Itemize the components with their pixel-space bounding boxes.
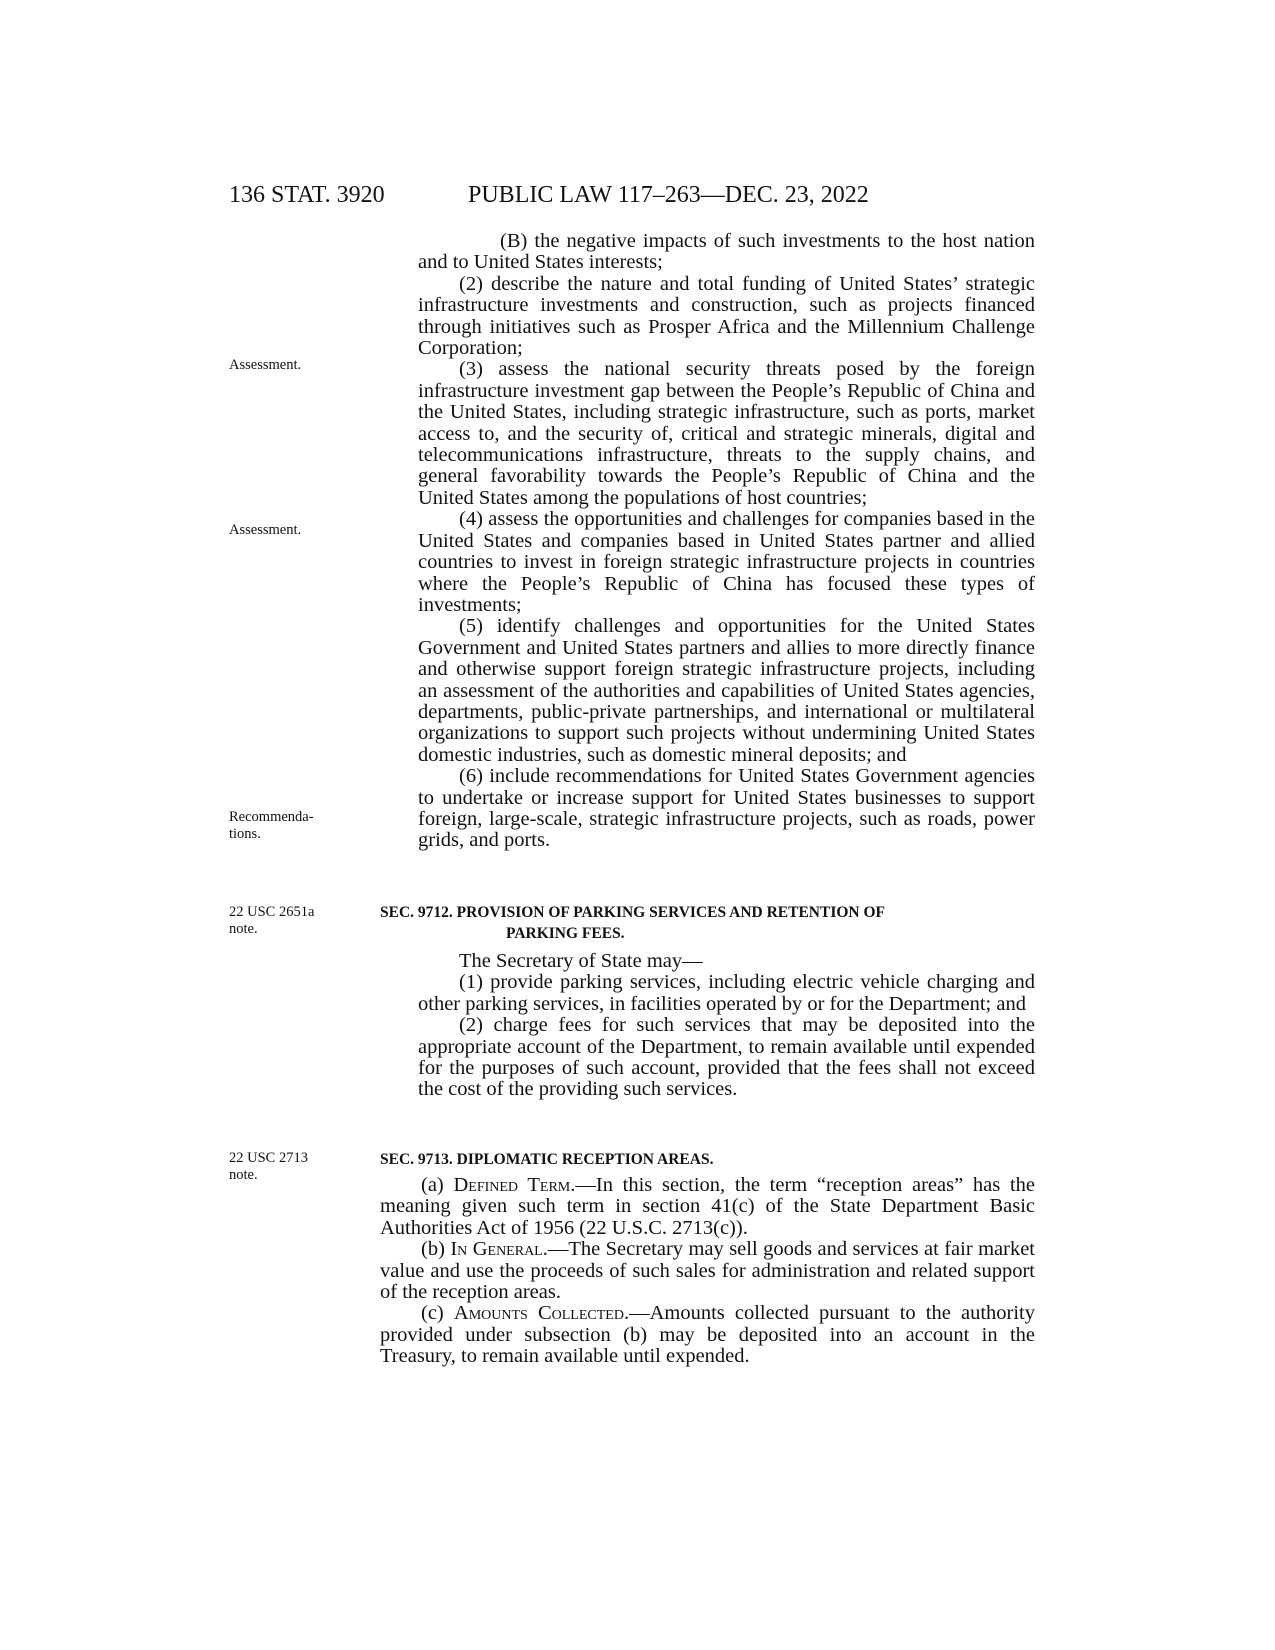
paragraph-b: (B) the negative impacts of such investments to the host nation and to United States interests; [418, 230, 1035, 274]
paragraph-2: (2) describe the nature and total funding of United States’ strategic infrastructure investments and construction, such as projects financed through initiatives such as Prosper Africa and the Millennium Challenge Corporation; [418, 272, 1035, 360]
section-9712-heading [380, 902, 1035, 944]
continuation-paragraphs [418, 231, 1035, 852]
margin-note-line: note. [229, 921, 258, 937]
margin-note-line: 22 USC 2651a [229, 904, 315, 920]
margin-note-22-usc-2713 [229, 1150, 339, 1184]
subsection-caption: In General [450, 1238, 543, 1261]
subsection-b [380, 1239, 1035, 1303]
paragraph-6: (6) include recommendations for United States Government agencies to undertake or increase support for United States businesses to support foreign, large-scale, strategic infrastructure projects, such as roads, power grids, and ports. [418, 765, 1035, 852]
margin-note-22-usc-2651a [229, 904, 339, 938]
margin-note-recommendations [229, 809, 339, 843]
section-9712-body [418, 951, 1035, 1101]
subsection-a [380, 1175, 1035, 1239]
section-9712-paragraph-1: (1) provide parking services, including electric vehicle charging and other parking services, in facilities operated by or for the Department; and [418, 971, 1035, 1015]
section-9712-intro: The Secretary of State may— [459, 950, 703, 972]
page-stat-number: 136 STAT. 3920 [229, 182, 385, 208]
margin-note-assessment-2: Assessment. [229, 522, 302, 538]
section-9713-heading: SEC. 9713. DIPLOMATIC RECEPTION AREAS. [380, 1151, 714, 1168]
subsection-text: .—In this section, the term “reception areas” has the meaning given such term in section 41(c) of the State Department Basic Authorities Act of 1956 (22 U.S.C. 2713(c)). [380, 1174, 1035, 1239]
margin-note-line: tions. [229, 826, 261, 842]
page-header-title: PUBLIC LAW 117–263—DEC. 23, 2022 [468, 182, 869, 208]
subsection-text: .—Amounts collected pursuant to the authority provided under subsection (b) may be deposited into an account in the Treasury, to remain available until expended. [380, 1302, 1035, 1368]
margin-note-line: note. [229, 1167, 258, 1183]
paragraph-3: (3) assess the national security threats posed by the foreign infrastructure investment gap between the People’s Republic of China and the United States, including strategic infrastructure, such as ports, market access to, and the security of, critical and strategic minerals, digital and telecommunications infrastructure, threats to the supply chains, and general favorability towards the People’s Republic of China and the United States among the populations of host countries; [418, 358, 1035, 509]
subsection-caption: Defined Term [453, 1174, 571, 1196]
subsection-label: (a) [421, 1174, 454, 1196]
subsection-c [380, 1303, 1035, 1367]
section-9713-body [380, 1175, 1035, 1368]
paragraph-5: (5) identify challenges and opportunities for the United States Government and United States partners and allies to more directly finance and otherwise support foreign strategic infrastructure projects, including an assessment of the authorities and capabilities of United States agencies, departments, public-private partnerships, and international or multilateral organizations to support such projects without undermining United States domestic industries, such as domestic mineral deposits; and [418, 615, 1035, 766]
section-heading-line: PARKING FEES. [506, 925, 625, 942]
paragraph-4: (4) assess the opportunities and challenges for companies based in the United States and companies based in United States partner and allied countries to invest in foreign strategic infrastructure projects in countries where the People’s Republic of China has focused these types of investments; [418, 508, 1035, 616]
margin-note-line: 22 USC 2713 [229, 1150, 308, 1166]
subsection-caption: Amounts Collected [453, 1302, 624, 1325]
margin-note-assessment-1: Assessment. [229, 357, 302, 373]
subsection-text: .—The Secretary may sell goods and services at fair market value and use the proceeds of such sales for administration and related support of the reception areas. [380, 1238, 1035, 1304]
section-9712-paragraph-2: (2) charge fees for such services that may be deposited into the appropriate account of the Department, to remain available until expended for the purposes of such account, provided that the fees shall not exceed the cost of the providing such services. [418, 1014, 1035, 1101]
subsection-label: (b) [421, 1238, 451, 1261]
section-heading-line: SEC. 9712. PROVISION OF PARKING SERVICES AND RETENTION OF [380, 904, 885, 921]
subsection-label: (c) [421, 1302, 454, 1325]
margin-note-line: Recommenda- [229, 809, 314, 825]
